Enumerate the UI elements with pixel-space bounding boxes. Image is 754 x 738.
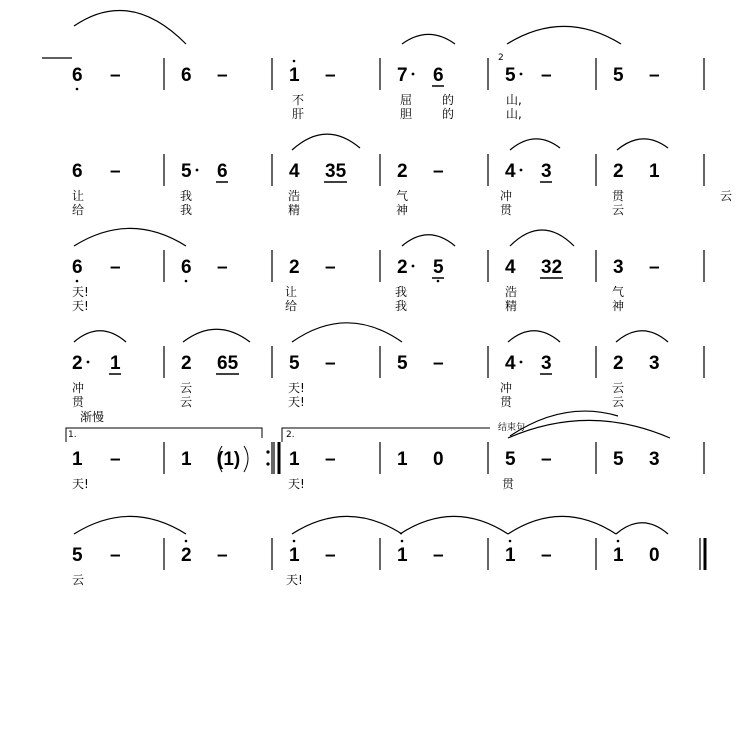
slur bbox=[74, 331, 126, 342]
slur bbox=[400, 516, 508, 534]
note: 6 bbox=[217, 161, 228, 182]
first-ending-bracket bbox=[66, 428, 262, 442]
note: – bbox=[110, 65, 121, 86]
note: 4 bbox=[289, 161, 300, 182]
augmentation-dot bbox=[520, 169, 523, 172]
lyric-syllable: 天! bbox=[288, 395, 305, 409]
lyric-syllable: 我 bbox=[180, 189, 193, 203]
lyric-syllable: 气 bbox=[612, 285, 625, 299]
lyric-syllable: 让 bbox=[285, 285, 298, 299]
lyric-syllable: 山, bbox=[506, 93, 522, 107]
slur bbox=[292, 134, 360, 150]
note: 2 bbox=[397, 161, 408, 182]
augmentation-dot bbox=[412, 73, 415, 76]
lyric-syllable: 气 bbox=[396, 189, 409, 203]
note: 4 bbox=[505, 161, 516, 182]
repeat-dot bbox=[266, 450, 269, 453]
note: – bbox=[110, 449, 121, 470]
lyric-syllable: 天! bbox=[288, 477, 305, 491]
lyric-syllable: 贯 bbox=[502, 477, 515, 491]
lyric-syllable: 贯 bbox=[500, 203, 513, 217]
note: 1 bbox=[289, 449, 300, 470]
note: 5 bbox=[613, 65, 624, 86]
note: 5 bbox=[433, 257, 444, 278]
lyric-syllable: 云 bbox=[612, 395, 625, 409]
lyric-syllable: 天! bbox=[72, 285, 89, 299]
note: – bbox=[217, 545, 228, 566]
note: 5 bbox=[72, 545, 83, 566]
slur bbox=[616, 331, 668, 342]
lyric-syllable: 我 bbox=[180, 203, 193, 217]
note: 0 bbox=[649, 545, 660, 566]
slur bbox=[74, 228, 186, 246]
note: 5 bbox=[613, 449, 624, 470]
note: 4 bbox=[505, 257, 516, 278]
lyric-syllable: 的 bbox=[442, 107, 455, 121]
note: – bbox=[433, 161, 444, 182]
lower-octave-dot bbox=[185, 280, 188, 283]
slur bbox=[402, 235, 455, 246]
note: 2 bbox=[613, 161, 624, 182]
lyric-syllable: 我 bbox=[395, 285, 408, 299]
note: 1 bbox=[72, 449, 83, 470]
first-ending-label: 1. bbox=[68, 430, 77, 440]
augmentation-dot bbox=[520, 73, 523, 76]
note: 1 bbox=[505, 545, 516, 566]
lyric-syllable: 让 bbox=[72, 189, 85, 203]
note: 6 bbox=[72, 257, 83, 278]
note: 1 bbox=[289, 545, 300, 566]
slur bbox=[74, 10, 186, 44]
note: 3 bbox=[649, 353, 660, 374]
lyric-syllable: 精 bbox=[288, 203, 301, 217]
upper-octave-dot bbox=[293, 540, 296, 543]
slur bbox=[402, 34, 455, 44]
slur bbox=[617, 139, 668, 150]
note: 7 bbox=[397, 65, 408, 86]
note: 3 bbox=[649, 449, 660, 470]
slur bbox=[74, 516, 186, 534]
slur bbox=[510, 230, 574, 246]
lyric-syllable: 给 bbox=[72, 203, 85, 217]
lyric-syllable: 贯 bbox=[612, 189, 625, 203]
lyric-syllable: 浩 bbox=[505, 285, 518, 299]
upper-octave-dot bbox=[185, 540, 188, 543]
note: – bbox=[649, 257, 660, 278]
slur bbox=[507, 26, 621, 44]
lyric-syllable: 天! bbox=[72, 299, 89, 313]
second-ending-label: 2. bbox=[286, 430, 295, 440]
lyric-syllable: 贯 bbox=[500, 395, 513, 409]
note: 32 bbox=[541, 257, 563, 278]
note: – bbox=[541, 65, 552, 86]
note: (1) bbox=[217, 449, 241, 470]
slur bbox=[510, 411, 618, 436]
note: 1 bbox=[649, 161, 660, 182]
upper-octave-dot bbox=[401, 540, 404, 543]
lyric-syllable: 肝 bbox=[292, 107, 305, 121]
augmentation-dot bbox=[87, 361, 90, 364]
lyric-syllable: 云 bbox=[720, 189, 733, 203]
note: – bbox=[110, 161, 121, 182]
augmentation-dot bbox=[412, 265, 415, 268]
note: 5 bbox=[397, 353, 408, 374]
lyric-syllable: 贯 bbox=[72, 395, 85, 409]
lyric-syllable: 云 bbox=[612, 381, 625, 395]
lyric-syllable: 给 bbox=[285, 299, 298, 313]
note: – bbox=[325, 449, 336, 470]
lyric-syllable: 的 bbox=[442, 93, 455, 107]
note: 1 bbox=[110, 353, 121, 374]
note: – bbox=[325, 545, 336, 566]
lower-octave-dot bbox=[76, 280, 79, 283]
note: 6 bbox=[72, 161, 83, 182]
note: – bbox=[541, 449, 552, 470]
coda-label: 结束句 bbox=[498, 423, 526, 433]
note: 5 bbox=[505, 449, 516, 470]
note: 5 bbox=[181, 161, 192, 182]
slur bbox=[508, 516, 616, 534]
note: 2 bbox=[72, 353, 83, 374]
augmentation-dot bbox=[520, 361, 523, 364]
lyric-syllable: 冲 bbox=[500, 381, 513, 395]
note: – bbox=[325, 65, 336, 86]
note: 2 bbox=[397, 257, 408, 278]
note: 0 bbox=[433, 449, 444, 470]
note: – bbox=[433, 353, 444, 374]
note: – bbox=[217, 257, 228, 278]
slur bbox=[510, 139, 560, 150]
note: 2 bbox=[613, 353, 624, 374]
lyric-syllable: 屈 bbox=[400, 93, 413, 107]
upper-octave-dot bbox=[617, 540, 620, 543]
lyric-syllable: 云 bbox=[180, 395, 193, 409]
lyric-syllable: 我 bbox=[395, 299, 408, 313]
note: 6 bbox=[181, 257, 192, 278]
tempo-marking: 渐慢 bbox=[80, 410, 105, 424]
note: 3 bbox=[541, 353, 552, 374]
note: – bbox=[325, 353, 336, 374]
upper-octave-dot bbox=[293, 60, 296, 63]
note: 2 bbox=[181, 353, 192, 374]
note: 3 bbox=[541, 161, 552, 182]
lower-octave-dot bbox=[76, 88, 79, 91]
note: – bbox=[325, 257, 336, 278]
slur bbox=[616, 523, 668, 534]
upper-octave-dot bbox=[509, 540, 512, 543]
note: 2 bbox=[181, 545, 192, 566]
lyric-syllable: 冲 bbox=[500, 189, 513, 203]
note: 3 bbox=[613, 257, 624, 278]
note: 6 bbox=[433, 65, 444, 86]
lyric-syllable: 冲 bbox=[72, 381, 85, 395]
note: – bbox=[110, 545, 121, 566]
note: – bbox=[541, 545, 552, 566]
rehearsal-mark: 2 bbox=[498, 53, 504, 63]
note: 6 bbox=[181, 65, 192, 86]
note: – bbox=[217, 65, 228, 86]
slur bbox=[183, 329, 250, 342]
note: 2 bbox=[289, 257, 300, 278]
augmentation-dot bbox=[196, 169, 199, 172]
note: 1 bbox=[181, 449, 192, 470]
lyric-syllable: 云 bbox=[612, 203, 625, 217]
note: 5 bbox=[289, 353, 300, 374]
lyric-syllable: 天! bbox=[288, 381, 305, 395]
slur bbox=[292, 323, 402, 342]
slur bbox=[508, 331, 560, 342]
note: 1 bbox=[289, 65, 300, 86]
lyric-syllable: 不 bbox=[292, 93, 305, 107]
note: 1 bbox=[613, 545, 624, 566]
paren-right bbox=[244, 446, 248, 472]
note: 1 bbox=[397, 545, 408, 566]
note: 4 bbox=[505, 353, 516, 374]
repeat-dot bbox=[266, 462, 269, 465]
lyric-syllable: 神 bbox=[612, 299, 625, 313]
lyric-syllable: 天! bbox=[72, 477, 89, 491]
note: 5 bbox=[505, 65, 516, 86]
second-ending-bracket bbox=[282, 428, 490, 442]
note: – bbox=[433, 545, 444, 566]
lyric-syllable: 天! bbox=[286, 573, 303, 587]
lyric-syllable: 神 bbox=[396, 203, 409, 217]
note: 35 bbox=[325, 161, 347, 182]
note: – bbox=[649, 65, 660, 86]
lower-octave-dot bbox=[437, 280, 440, 283]
lyric-syllable: 胆 bbox=[400, 107, 413, 121]
note: 65 bbox=[217, 353, 239, 374]
slur bbox=[292, 516, 402, 534]
lyric-syllable: 山, bbox=[506, 107, 522, 121]
note: 1 bbox=[397, 449, 408, 470]
lyric-syllable: 浩 bbox=[288, 189, 301, 203]
lyric-syllable: 云 bbox=[72, 573, 85, 587]
note: 6 bbox=[72, 65, 83, 86]
note: – bbox=[110, 257, 121, 278]
lyric-syllable: 云 bbox=[180, 381, 193, 395]
lyric-syllable: 精 bbox=[505, 299, 518, 313]
